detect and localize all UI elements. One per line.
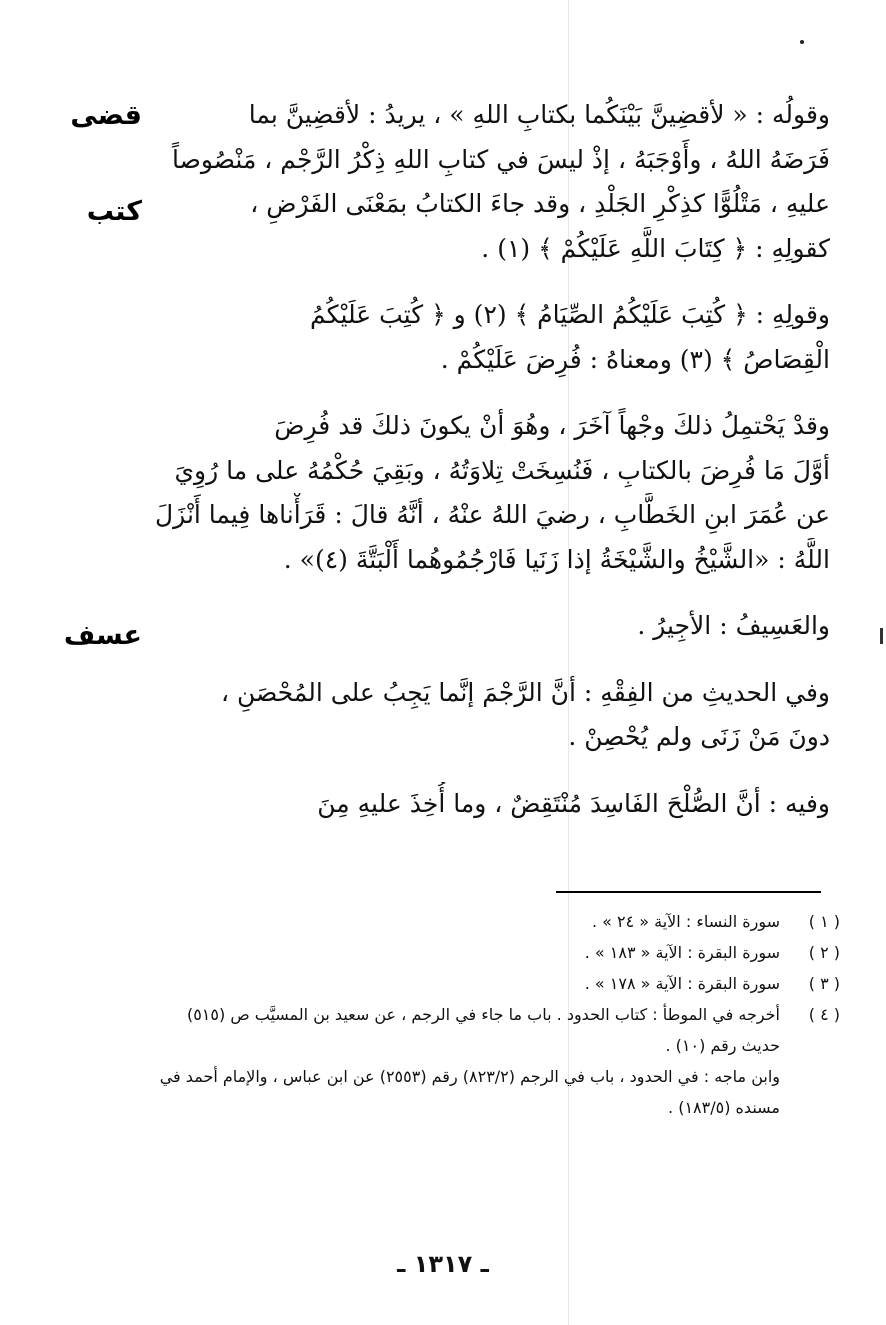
footnotes — [150, 906, 840, 1123]
scan-edge-mark — [880, 628, 883, 644]
text-line: وفيه : أنَّ الصُّلْحَ الفَاسِدَ مُنْتَقِضٌ ، وما أُخِذَ عليهِ مِنَ — [317, 788, 830, 818]
paragraph — [150, 671, 830, 760]
margin-keyword-asafa: عسف — [63, 620, 142, 651]
footnote-separator — [556, 891, 821, 893]
footnote-number: ( ٤ ) — [808, 1005, 840, 1024]
footnote-number: ( ٣ ) — [808, 974, 840, 993]
margin-keyword-kataba: كتب — [86, 196, 142, 227]
footnote — [150, 999, 840, 1061]
footnote — [150, 968, 840, 999]
text-line: وقولِهِ : ﴿ كُتِبَ عَلَيْكُمُ الصِّيَامُ ﴾ (٢) و ﴿ كُتِبَ عَلَيْكُمُ — [310, 300, 830, 329]
footnote-number: ( ١ ) — [808, 912, 840, 931]
text-line: وقدْ يَحْتمِلُ ذلكَ وجْهاً آخَرَ ، وهُوَ أنْ يكونَ ذلكَ قد فُرِضَ — [274, 411, 830, 440]
text-line: دونَ مَنْ زَنَى ولم يُحْصِنْ . — [568, 722, 830, 751]
footnote — [150, 937, 840, 968]
paragraph — [150, 293, 830, 382]
text-line: الْقِصَاصُ ﴾ (٣) ومعناهُ : فُرِضَ عَلَيْكُمْ . — [440, 344, 830, 374]
page-number: ـ ١٣١٧ ـ — [397, 1250, 489, 1278]
text-line: وقولُه : « لأقضِينَّ بَيْنَكُما بكتابِ اللهِ » ، يريدُ : لأقضِينَّ بما — [248, 100, 830, 129]
text-line: عليهِ ، مَتْلُوًّا كذِكْرِ الجَلْدِ ، وقد جاءَ الكتابُ بمَعْنَى الفَرْضِ ، — [250, 189, 830, 218]
footnote — [150, 906, 840, 937]
paragraph — [150, 93, 830, 271]
paragraph — [150, 604, 830, 649]
margin-keyword-qada: قضى — [70, 100, 142, 131]
footnote-number: ( ٢ ) — [808, 943, 840, 962]
text-line: فَرَضَهُ اللهُ ، وأَوْجَبَهُ ، إذْ ليسَ في كتابِ اللهِ ذِكْرُ الرَّجْم ، مَنْصُوصاً — [171, 144, 830, 174]
text-line: عن عُمَرَ ابنِ الخَطَّابِ ، رضيَ اللهُ عنْهُ ، أنَّهُ قالَ : قَرَأْناها فِيما أَنْزَلَ — [155, 500, 830, 529]
scan-speck — [800, 40, 804, 44]
text-line: والعَسِيفُ : الأجِيرُ . — [637, 611, 830, 640]
text-line: أوَّلَ مَا فُرِضَ بالكتابِ ، فَنُسِخَتْ تِلاوَتُهُ ، وبَقِيَ حُكْمُهُ على ما رُوِيَ — [174, 455, 830, 485]
paragraph — [150, 782, 830, 827]
text-line: اللَّهُ : «الشَّيْخُ والشَّيْخَةُ إذا زَنَيا فَارْجُمُوهُما أَلْبَتَّةَ (٤)» . — [283, 544, 830, 574]
text-line: كقولِهِ : ﴿ كِتَابَ اللَّهِ عَلَيْكُمْ ﴾ (١) . — [481, 233, 830, 263]
footnote-text: سورة النساء : الآية « ٢٤ » . — [591, 912, 780, 931]
footnote-continuation: وابن ماجه : في الحدود ، باب في الرجم (٨٢٣/٢) رقم (٢٥٥٣) عن ابن عباس ، والإمام أحمد في مسنده (١٨٣/٥) . — [159, 1067, 780, 1117]
footnote-text: سورة البقرة : الآية « ١٧٨ » . — [584, 974, 780, 993]
paragraph — [150, 404, 830, 582]
footnote-text: أخرجه في الموطأ : كتاب الحدود . باب ما جاء في الرجم ، عن سعيد بن المسيَّب ص (٥١٥) حديث رقم (١٠) . — [186, 1005, 780, 1055]
main-text — [150, 93, 830, 848]
text-line: وفي الحديثِ من الفِقْهِ : أنَّ الرَّجْمَ إنَّما يَجِبُ على المُحْصَنِ ، — [220, 677, 830, 707]
footnote-text: سورة البقرة : الآية « ١٨٣ » . — [584, 943, 780, 962]
